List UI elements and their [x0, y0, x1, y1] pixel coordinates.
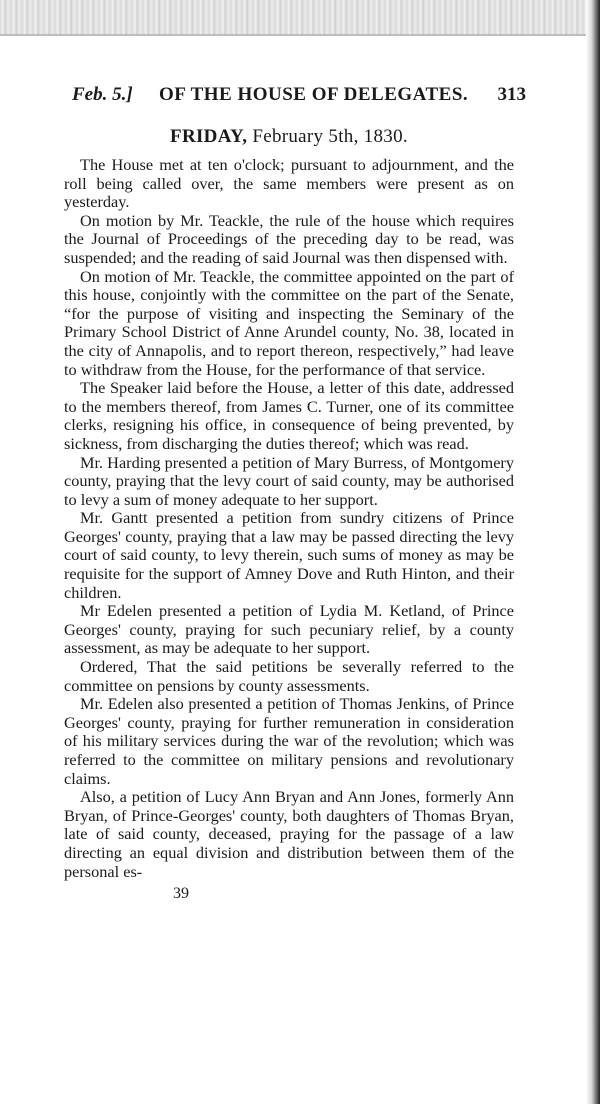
paragraph-jenkins-petition: Mr. Edelen also presented a petition of Thomas Jenkins, of Prince Georges' county, praying for further remuneration in consideration of his military services during the war of the revolution; which was referred to the committee on military pensions and revolutionary claims.	[64, 694, 514, 788]
paragraph-clerk-resignation: The Speaker laid before the House, a letter of this date, addressed to the members thereof, from James C. Turner, one of its committee clerks, resigning his office, in consequence of being prevented, by sickness, from discharging the duties thereof; which was read.	[64, 378, 514, 453]
day-heading-date: February 5th, 1830.	[252, 126, 408, 147]
paragraph-journal-suspended: On motion by Mr. Teackle, the rule of the house which requires the Journal of Proceedings of the preceding day to be read, was suspended; and the reading of said Journal was then dispensed with.	[64, 210, 514, 267]
scan-right-edge	[586, 0, 600, 1104]
day-heading-weekday: FRIDAY,	[170, 126, 248, 147]
running-head	[64, 84, 526, 114]
paragraph-house-met: The House met at ten o'clock; pursuant to adjournment, and the roll being called over, the same members were present as on yesterday.	[64, 155, 514, 212]
paragraph-ketland-petition: Mr Edelen presented a petition of Lydia M. Ketland, of Prince Georges' county, praying for such pecuniary relief, by a county assessment, as may be adequate to her support.	[64, 601, 514, 658]
paragraph-gantt-petition: Mr. Gantt presented a petition from sundry citizens of Prince Georges' county, praying that a law may be passed directing the levy court of said county, to levy therein, such sums of money as may be requisite for the support of Amney Dove and Ruth Hinton, and their children.	[64, 508, 514, 602]
signature-mark: 39	[173, 885, 189, 903]
paragraph-ordered-referral: Ordered, That the said petitions be severally referred to the committee on pensions by county assessments.	[64, 657, 514, 695]
paragraph-bryan-petition: Also, a petition of Lucy Ann Bryan and Ann Jones, formerly Ann Bryan, of Prince-Georges' county, both daughters of Thomas Bryan, late of said county, deceased, praying for the passage of a law directing an equal division and distribution between them of the personal es-	[64, 787, 514, 881]
scan-top-edge	[0, 0, 600, 36]
page-number: 313	[497, 84, 526, 105]
journal-page	[64, 84, 526, 903]
running-head-title: OF THE HOUSE OF DELEGATES.	[159, 84, 469, 105]
running-head-date: Feb. 5.]	[72, 84, 133, 105]
paragraph-committee-leave: On motion of Mr. Teackle, the committee appointed on the part of this house, conjointly with the committee on the part of the Senate, “for the purpose of visiting and inspecting the Seminary of the Primary School District of Anne Arundel county, No. 38, located in the city of Annapolis, and to report thereon, respectively,” had leave to withdraw from the House, for the performance of that service.	[64, 266, 514, 379]
day-heading	[64, 126, 514, 148]
paragraph-burress-petition: Mr. Harding presented a petition of Mary Burress, of Montgomery county, praying that the levy court of said county, may be authorised to levy a sum of money adequate to her support.	[64, 452, 514, 509]
body-text	[64, 156, 514, 881]
